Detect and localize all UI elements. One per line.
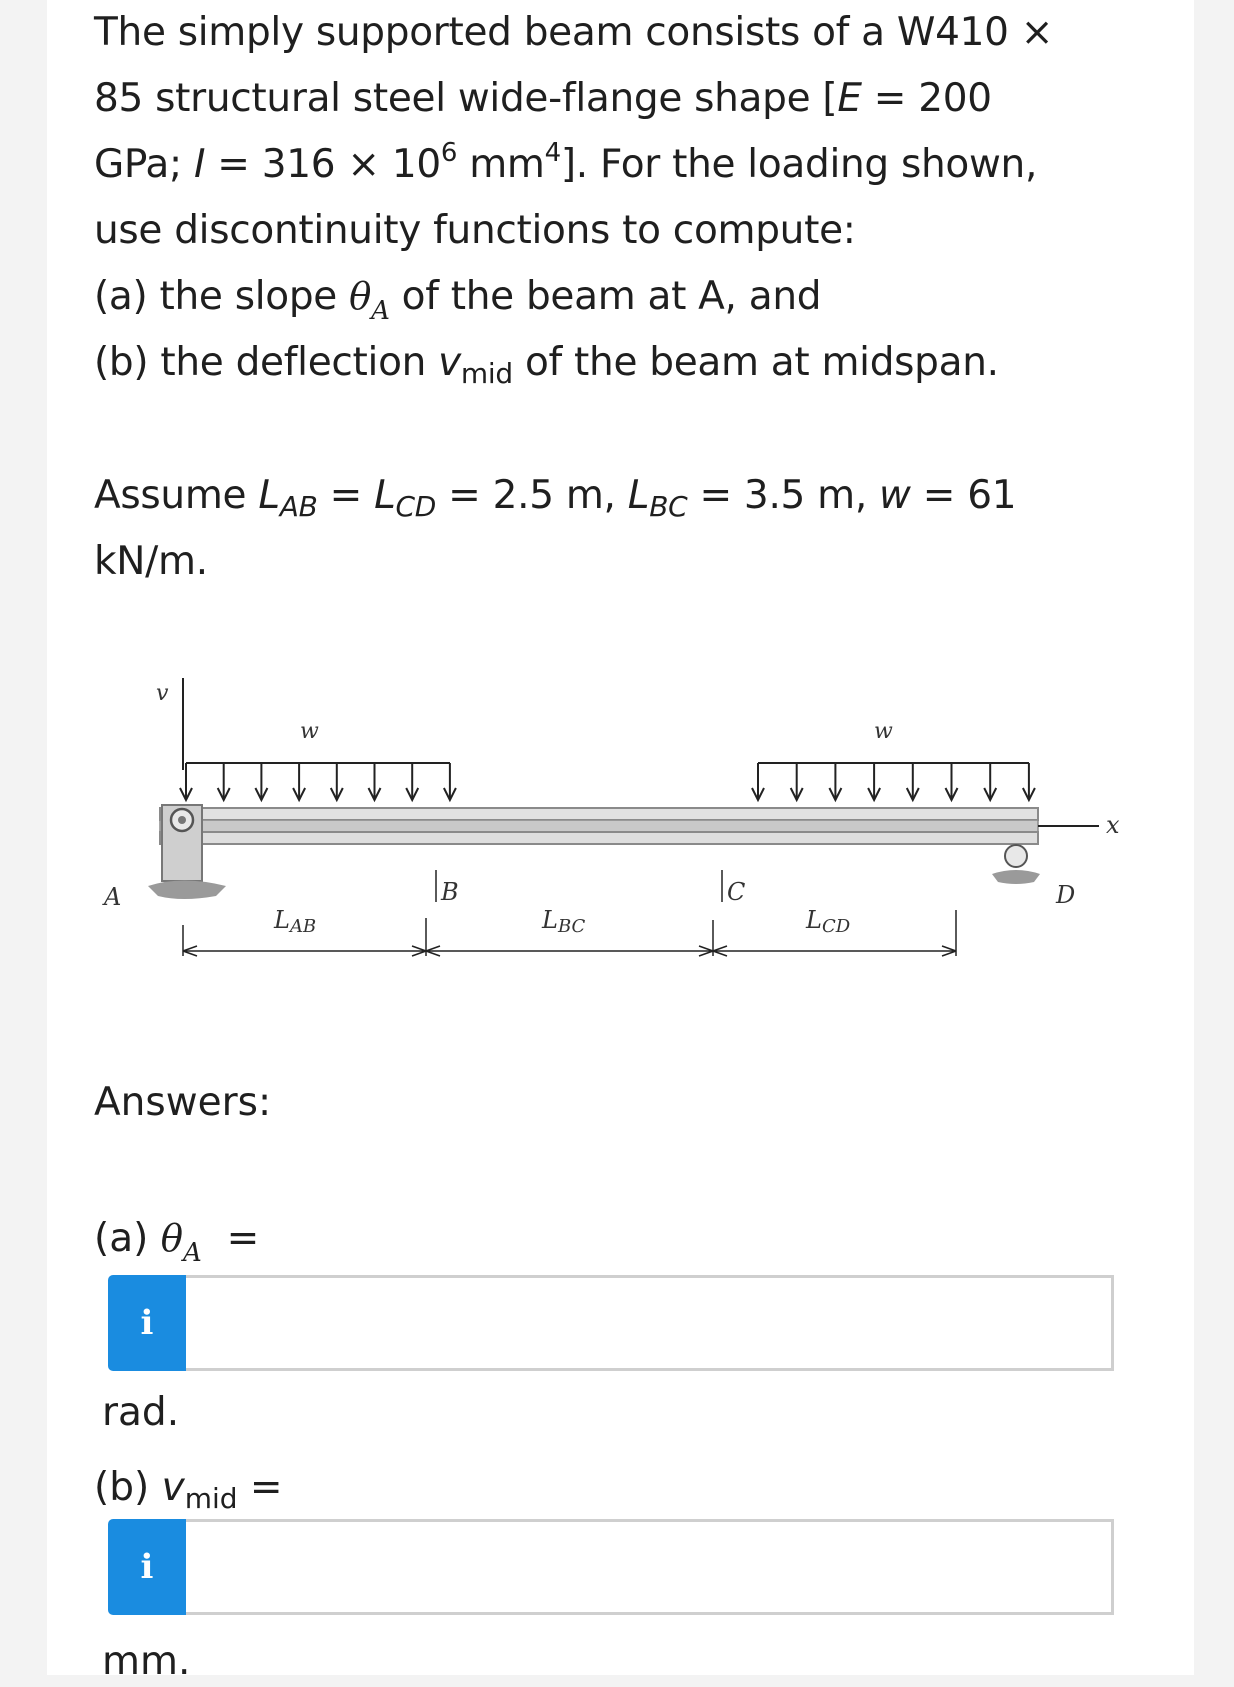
answer-a-row bbox=[108, 1275, 1114, 1371]
answer-a-unit: rad. bbox=[102, 1390, 180, 1435]
x-axis-label: x bbox=[1106, 811, 1120, 839]
load-left-arrows bbox=[180, 763, 456, 800]
point-b-label: B bbox=[441, 878, 459, 906]
roller-support-d bbox=[992, 845, 1040, 884]
load-right-label: w bbox=[874, 719, 893, 744]
point-c-label: C bbox=[727, 878, 746, 906]
problem-part-a: (a) the slope $\theta_A$ of the beam at A, and bbox=[94, 274, 822, 326]
beam-bottom-flange bbox=[160, 832, 1038, 844]
problem-line-4: use discontinuity functions to compute: bbox=[94, 208, 856, 253]
dim-bc-label: LBC bbox=[542, 906, 586, 937]
answers-heading: Answers: bbox=[94, 1080, 272, 1125]
point-d-label: D bbox=[1056, 881, 1076, 909]
problem-line-2: 85 structural steel wide-flange shape [E = 200 bbox=[94, 76, 992, 121]
problem-line-3: GPa; $I = 316 \times 10^6$ $mm^4$]. For the loading shown, bbox=[94, 138, 1038, 187]
answer-b-unit: mm. bbox=[102, 1639, 191, 1684]
answer-b-row bbox=[108, 1519, 1114, 1615]
dim-cd-label: LCD bbox=[806, 906, 851, 937]
point-a-label: A bbox=[104, 883, 122, 911]
dim-ab-label: LAB bbox=[274, 906, 317, 937]
answer-b-label: (b) $v_{mid}$ = bbox=[94, 1465, 283, 1515]
beam-top-flange bbox=[160, 808, 1038, 820]
answer-a-label: (a) $\theta_A$ = bbox=[94, 1216, 260, 1268]
load-right-arrows bbox=[752, 763, 1035, 800]
beam-web bbox=[160, 820, 1038, 832]
assumptions bbox=[94, 463, 1134, 595]
assume-line-1: Assume $L_{AB} = L_{CD} = 2.5$ m, $L_{BC} = 3.5$ m, w = 61 bbox=[94, 473, 1017, 523]
info-icon[interactable]: i bbox=[108, 1275, 186, 1371]
v-axis-label: v bbox=[156, 681, 169, 706]
problem-statement bbox=[94, 0, 1134, 396]
assume-line-2: kN/m. bbox=[94, 539, 208, 584]
answer-a-input[interactable] bbox=[186, 1275, 1114, 1371]
info-icon[interactable]: i bbox=[108, 1519, 186, 1615]
problem-part-b: (b) the deflection $v_{mid}$ of the beam at midspan. bbox=[94, 340, 999, 390]
answer-b-input[interactable] bbox=[186, 1519, 1114, 1615]
load-left-label: w bbox=[300, 719, 319, 744]
problem-line-1: The simply supported beam consists of a W410 × bbox=[94, 10, 1054, 55]
beam-diagram bbox=[94, 670, 1134, 1010]
